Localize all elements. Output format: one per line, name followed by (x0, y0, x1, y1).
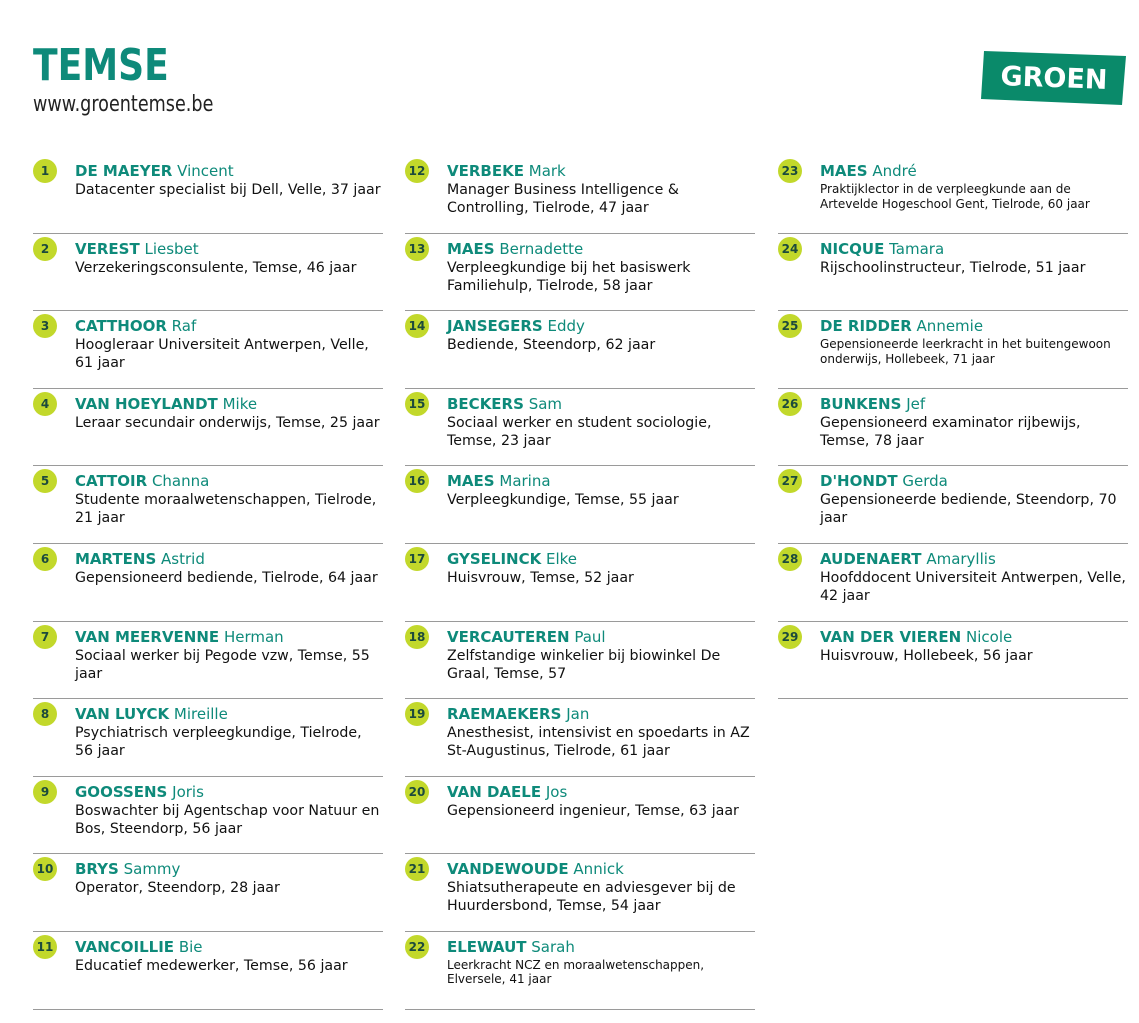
candidate-entry (778, 311, 1128, 389)
candidate-entry (778, 544, 1128, 622)
candidate-name (75, 628, 284, 646)
candidate-last-name: VANCOILLIE (75, 937, 175, 956)
candidate-name (75, 783, 204, 801)
candidate-last-name: MAES (447, 239, 495, 258)
candidate-description: Bediende, Steendorp, 62 jaar (447, 337, 656, 354)
candidate-name (820, 317, 983, 335)
candidate-description: Manager Business Intelligence & Controlling, Tielrode, 47 jaar (447, 182, 679, 216)
candidate-entry (405, 234, 755, 312)
candidate-name (75, 938, 203, 956)
candidate-name (75, 550, 205, 568)
candidate-number-badge: 6 (33, 547, 57, 571)
candidate-entry (405, 699, 755, 777)
candidate-description: Shiatsutherapeute en adviesgever bij de Huurdersbond, Temse, 54 jaar (447, 880, 736, 915)
candidate-name (447, 705, 589, 723)
candidate-description: Operator, Steendorp, 28 jaar (75, 880, 280, 897)
candidate-name (447, 317, 585, 335)
candidate-description: Hoofddocent Universiteit Antwerpen, Velle, 42 jaar (820, 569, 1126, 604)
candidate-first-name: Astrid (161, 549, 205, 568)
candidate-number-badge: 15 (405, 392, 429, 416)
candidate-number-badge: 20 (405, 780, 429, 804)
candidate-last-name: VANDEWOUDE (447, 860, 569, 879)
candidate-last-name: VEREST (75, 239, 140, 258)
candidate-last-name: GOOSSENS (75, 782, 168, 801)
candidate-name (820, 550, 996, 568)
website-url[interactable]: www.groentemse.be (33, 92, 214, 117)
candidate-number-badge: 28 (778, 547, 802, 571)
candidate-number-badge: 11 (33, 935, 57, 959)
candidate-last-name: AUDENAERT (820, 549, 922, 568)
candidate-first-name: Mark (528, 162, 566, 180)
candidate-number-badge: 29 (778, 625, 802, 649)
candidate-last-name: GYSELINCK (447, 549, 542, 568)
candidate-name (820, 240, 944, 258)
candidate-number-badge: 10 (33, 857, 57, 881)
candidate-description: Hoogleraar Universiteit Antwerpen, Velle, 61 jaar (75, 337, 369, 372)
candidate-name (447, 240, 583, 258)
candidate-first-name: Jef (906, 394, 926, 413)
candidate-number-badge: 7 (33, 625, 57, 649)
candidate-number-badge: 14 (405, 314, 429, 338)
candidate-description: Boswachter bij Agentschap voor Natuur en Bos, Steendorp, 56 jaar (75, 802, 380, 837)
candidate-number-badge: 12 (405, 159, 429, 183)
candidate-first-name: Channa (151, 472, 210, 491)
candidate-last-name: VAN DAELE (447, 782, 542, 801)
candidate-first-name: Mike (222, 394, 258, 413)
candidate-entry (33, 699, 383, 777)
candidate-entry (405, 389, 755, 467)
candidate-name (447, 472, 551, 490)
candidate-description: Verpleegkundige bij het basiswerk Familiehulp, Tielrode, 58 jaar (447, 259, 691, 294)
page-title: TEMSE (33, 40, 169, 91)
candidate-first-name: Liesbet (144, 239, 199, 258)
candidate-column-1 (33, 156, 383, 1010)
candidate-first-name: Sam (528, 394, 563, 413)
logo-text: GROEN (1000, 60, 1108, 96)
candidate-number-badge: 9 (33, 780, 57, 804)
candidate-description: Leraar secundair onderwijs, Temse, 25 jaar (75, 414, 380, 431)
candidate-name (447, 162, 566, 180)
candidate-first-name: Amaryllis (926, 549, 996, 568)
candidate-last-name: CATTHOOR (75, 317, 167, 336)
candidate-number-badge: 24 (778, 237, 802, 261)
candidate-description: Gepensioneerde bediende, Steendorp, 70 jaar (820, 492, 1117, 527)
candidate-last-name: VERBEKE (447, 162, 524, 180)
candidate-name (447, 628, 606, 646)
candidate-column-2 (405, 156, 755, 1010)
groen-logo (980, 49, 1128, 107)
candidate-description: Studente moraalwetenschappen, Tielrode, 21 jaar (75, 492, 377, 527)
candidate-entry (33, 854, 383, 932)
candidate-description: Psychiatrisch verpleegkundige, Tielrode, 56 jaar (75, 725, 362, 760)
candidate-name (75, 705, 228, 723)
candidate-first-name: Nicole (966, 627, 1013, 646)
candidate-entry (405, 854, 755, 932)
candidate-entry (405, 932, 755, 1010)
candidate-name (75, 240, 199, 258)
candidate-number-badge: 26 (778, 392, 802, 416)
candidate-name (820, 162, 917, 180)
candidate-name (75, 395, 257, 413)
candidate-description: Gepensioneerd ingenieur, Temse, 63 jaar (447, 802, 739, 819)
candidate-name (447, 783, 567, 801)
candidate-first-name: Herman (223, 627, 284, 646)
candidate-name (820, 628, 1012, 646)
candidate-first-name: Elke (546, 549, 578, 568)
candidate-first-name: Annemie (916, 317, 984, 336)
candidate-column-3 (778, 156, 1128, 699)
candidate-first-name: Annick (573, 860, 624, 879)
candidate-number-badge: 18 (405, 625, 429, 649)
candidate-first-name: Gerda (902, 472, 948, 491)
candidate-description: Gepensioneerd bediende, Tielrode, 64 jaar (75, 569, 378, 586)
candidate-number-badge: 8 (33, 702, 57, 726)
candidate-first-name: André (872, 162, 917, 180)
candidate-number-badge: 16 (405, 469, 429, 493)
candidate-entry (405, 156, 755, 234)
candidate-description: Praktijklector in de verpleegkunde aan de Artevelde Hogeschool Gent, Tielrode, 60 jaar (820, 182, 1090, 211)
candidate-entry (778, 622, 1128, 700)
candidate-first-name: Bernadette (499, 239, 584, 258)
candidate-description: Gepensioneerd examinator rijbewijs, Temse, 78 jaar (820, 414, 1081, 449)
candidate-description: Verpleegkundige, Temse, 55 jaar (447, 492, 679, 509)
candidate-first-name: Tamara (889, 239, 945, 258)
candidate-entry (33, 234, 383, 312)
candidate-last-name: NICQUE (820, 239, 885, 258)
candidate-entry (405, 777, 755, 855)
candidate-last-name: D'HONDT (820, 472, 898, 491)
candidate-description: Huisvrouw, Hollebeek, 56 jaar (820, 647, 1033, 664)
candidate-name (820, 395, 925, 413)
candidate-description: Rijschoolinstructeur, Tielrode, 51 jaar (820, 259, 1086, 276)
candidate-entry (405, 544, 755, 622)
candidate-last-name: ELEWAUT (447, 937, 527, 956)
candidate-first-name: Paul (574, 627, 606, 646)
candidate-last-name: VAN MEERVENNE (75, 627, 220, 646)
candidate-number-badge: 23 (778, 159, 802, 183)
candidate-name (75, 472, 209, 490)
candidate-entry (33, 389, 383, 467)
candidate-name (447, 395, 562, 413)
candidate-name (820, 472, 948, 490)
candidate-number-badge: 4 (33, 392, 57, 416)
candidate-entry (778, 466, 1128, 544)
candidate-description: Sociaal werker en student sociologie, Temse, 23 jaar (447, 414, 712, 449)
candidate-entry (778, 389, 1128, 467)
candidate-entry (33, 156, 383, 234)
candidate-description: Leerkracht NCZ en moraalwetenschappen, Elversele, 41 jaar (447, 957, 705, 987)
candidate-first-name: Jan (566, 705, 590, 724)
candidate-entry (33, 311, 383, 389)
candidate-entry (405, 466, 755, 544)
candidate-first-name: Sammy (123, 860, 181, 879)
candidate-name (75, 860, 180, 878)
candidate-first-name: Vincent (177, 162, 234, 180)
candidate-number-badge: 1 (33, 159, 57, 183)
candidate-description: Anesthesist, intensivist en spoedarts in AZ St-Augustinus, Tielrode, 61 jaar (447, 725, 750, 760)
candidate-entry (405, 311, 755, 389)
candidate-last-name: DE RIDDER (820, 317, 912, 336)
candidate-name (75, 162, 234, 180)
candidate-first-name: Jos (545, 782, 568, 801)
candidate-number-badge: 13 (405, 237, 429, 261)
candidate-number-badge: 17 (405, 547, 429, 571)
candidate-last-name: RAEMAEKERS (447, 705, 562, 724)
candidate-number-badge: 19 (405, 702, 429, 726)
candidate-last-name: BUNKENS (820, 394, 902, 413)
candidate-description: Verzekeringsconsulente, Temse, 46 jaar (75, 259, 357, 276)
candidate-description: Datacenter specialist bij Dell, Velle, 37 jaar (75, 182, 381, 198)
candidate-last-name: MAES (820, 162, 868, 180)
candidate-first-name: Raf (171, 317, 197, 336)
candidate-last-name: VAN DER VIEREN (820, 627, 962, 646)
candidate-description: Educatief medewerker, Temse, 56 jaar (75, 957, 348, 974)
candidate-entry (778, 234, 1128, 312)
candidate-description: Sociaal werker bij Pegode vzw, Temse, 55 jaar (75, 647, 370, 682)
candidate-entry (778, 156, 1128, 234)
candidate-first-name: Marina (499, 472, 551, 491)
candidate-last-name: MARTENS (75, 549, 157, 568)
candidate-description: Zelfstandige winkelier bij biowinkel De Graal, Temse, 57 (447, 647, 721, 682)
candidate-first-name: Mireille (173, 705, 228, 724)
candidate-last-name: VAN LUYCK (75, 705, 170, 724)
candidate-last-name: MAES (447, 472, 495, 491)
candidate-number-badge: 2 (33, 237, 57, 261)
candidate-first-name: Sarah (531, 937, 575, 956)
candidate-entry (33, 777, 383, 855)
candidate-entry (33, 622, 383, 700)
candidate-number-badge: 25 (778, 314, 802, 338)
candidate-last-name: JANSEGERS (447, 317, 543, 336)
candidate-name (447, 938, 575, 956)
candidate-number-badge: 21 (405, 857, 429, 881)
candidate-last-name: CATTOIR (75, 472, 148, 491)
candidate-name (75, 317, 196, 335)
candidate-entry (33, 932, 383, 1010)
candidate-last-name: VAN HOEYLANDT (75, 394, 218, 413)
candidate-entry (33, 544, 383, 622)
candidate-number-badge: 27 (778, 469, 802, 493)
candidate-last-name: BECKERS (447, 394, 524, 413)
candidate-last-name: DE MAEYER (75, 162, 173, 180)
candidate-description: Gepensioneerde leerkracht in het buitengewoon onderwijs, Hollebeek, 71 jaar (820, 337, 1111, 366)
candidate-number-badge: 22 (405, 935, 429, 959)
candidate-last-name: VERCAUTEREN (447, 627, 570, 646)
candidate-number-badge: 5 (33, 469, 57, 493)
candidate-name (447, 860, 624, 878)
candidate-number-badge: 3 (33, 314, 57, 338)
candidate-entry (33, 466, 383, 544)
candidate-first-name: Bie (178, 937, 203, 956)
candidate-first-name: Joris (172, 782, 204, 801)
candidate-name (447, 550, 577, 568)
candidate-first-name: Eddy (547, 317, 585, 336)
candidate-entry (405, 622, 755, 700)
candidate-description: Huisvrouw, Temse, 52 jaar (447, 569, 634, 586)
candidate-last-name: BRYS (75, 860, 119, 879)
